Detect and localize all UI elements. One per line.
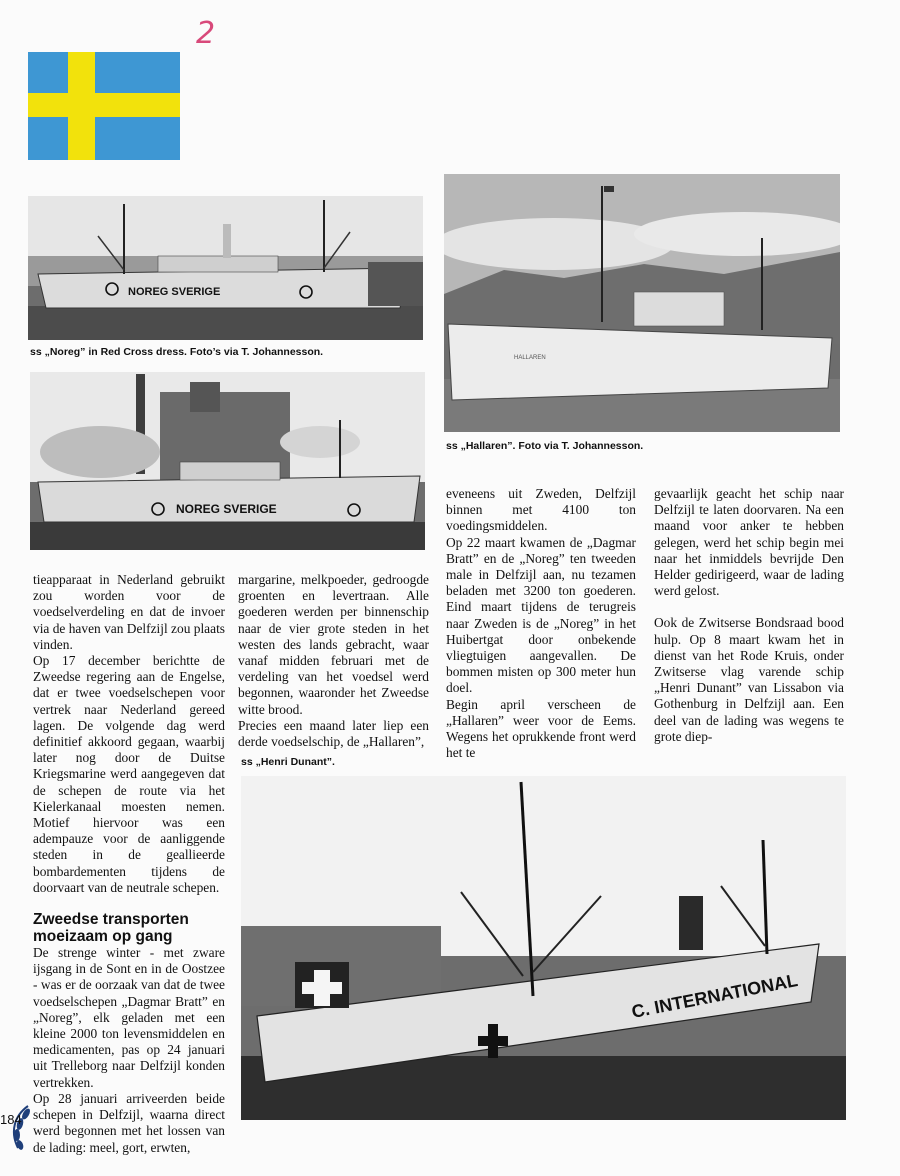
paragraph: Op 22 maart kwamen de „Dagmar Bratt” en de „Noreg” ten tweeden male in Delfzijl aan, nu tezamen beladen met 3200 ton goederen. Eind maart tijdens de terugreis naar Zweden is de „Noreg” in het Huibertgat door onbekende vliegtuigen aangevallen. De bommen misten op 300 meter hun doel. [446, 534, 636, 696]
text-column-2 [238, 572, 429, 750]
photo-noreg-top [28, 196, 423, 340]
caption-henri-dunant: ss „Henri Dunant”. [241, 756, 335, 768]
paragraph: Ook de Zwitserse Bondsraad bood hulp. Op 8 maart kwam het in dienst van het Rode Kruis, onder Zwitserse vlag varende schip „Henri Dunant” van Lissabon via Gothenburg in Delfzijl aan. Een deel van de lading was wegens te grote diep- [654, 615, 844, 744]
text-column-4 [654, 486, 844, 745]
ship-henri-dunant-image [241, 776, 846, 1120]
paragraph: tieapparaat in Nederland gebruikt zou worden voor de voedselverdeling en dat de invoer via de haven van Delfzijl zou plaats vinden. [33, 572, 225, 652]
hull-text-noreg-bottom: NOREG SVERIGE [176, 502, 277, 516]
ship-noreg-bottom-image [30, 372, 425, 550]
photo-henri-dunant [241, 776, 846, 1120]
hull-text-hallaren: HALLAREN [514, 355, 546, 361]
section-heading: Zweedse transporten moeizaam op gang [33, 911, 189, 946]
paragraph: Op 28 januari arriveerden beide schepen in Delfzijl, waarna direct werd begonnen met het lossen van de lading: meel, gort, erwten, [33, 1090, 225, 1155]
paragraph: gevaarlijk geacht het schip naar Delfzijl te laten doorvaren. Na een maand voor anker te hebben gelegen, werd het schip begin mei naar het inmiddels bevrijde Den Helder gedirigeerd, waar de lading werd gelost. [654, 486, 844, 599]
swedish-flag [28, 52, 180, 160]
text-column-1 [33, 572, 225, 1156]
paragraph: margarine, melkpoeder, gedroogde groenten en levertraan. Alle goederen werden per binnenschip naar de vier grote steden in het westen des lands gebracht, waar vanaf midden februari met de verdeling van het voedsel werd begonnen, waaronder het Zweedse witte brood. [238, 572, 429, 717]
photo-hallaren [444, 174, 840, 432]
paragraph: De strenge winter - met zware ijsgang in de Sont en in de Oostzee - was er de oorzaak van dat de twee voedselschepen „Dagmar Bratt” en „Noreg”, elk geladen met een kleine 2000 ton levensmiddelen en medicamenten, pas op 24 januari uit Trelleborg naar Delfzijl konden vertrekken. [33, 945, 225, 1090]
page-number: 184 [0, 1112, 22, 1127]
handwritten-page-mark: 2 [196, 16, 216, 51]
caption-hallaren: ss „Hallaren”. Foto via T. Johannesson. [446, 440, 644, 452]
text-column-3 [446, 486, 636, 761]
photo-noreg-bottom [30, 372, 425, 550]
paragraph: Op 17 december berichtte de Zweedse regering aan de Engelse, dat er twee voedselschepen voor vertrek naar Nederland gereed lagen. De volgende dag werd definitief akkoord gegaan, waarbij later nog door de Duitse Kriegsmarine werd aangegeven dat de schepen de route via het Kielerkanaal moesten nemen. Motief hiervoor was een adempauze voor de aanliggende steden in de geallieerde bombardementen tijdens de doorvaart van de neutrale schepen. [33, 653, 225, 895]
ship-noreg-top-image [28, 196, 423, 340]
caption-noreg: ss „Noreg” in Red Cross dress. Foto’s via T. Johannesson. [30, 346, 324, 358]
ship-hallaren-image [444, 174, 840, 432]
hull-text-noreg-top: NOREG SVERIGE [128, 286, 221, 298]
laurel-icon [0, 1102, 34, 1152]
flag-cross-horizontal [28, 93, 180, 117]
paragraph: eveneens uit Zweden, Delfzijl binnen met 4100 ton voedingsmiddelen. [446, 486, 636, 534]
flag-cross-vertical [68, 52, 95, 160]
hull-text-henri-dunant: C. INTERNATIONAL [629, 970, 800, 1022]
paragraph: Begin april verscheen de „Hallaren” weer voor de Eems. Wegens het oprukkende front werd het te [446, 696, 636, 761]
paragraph: Precies een maand later liep een derde voedselschip, de „Hallaren”, [238, 717, 429, 750]
